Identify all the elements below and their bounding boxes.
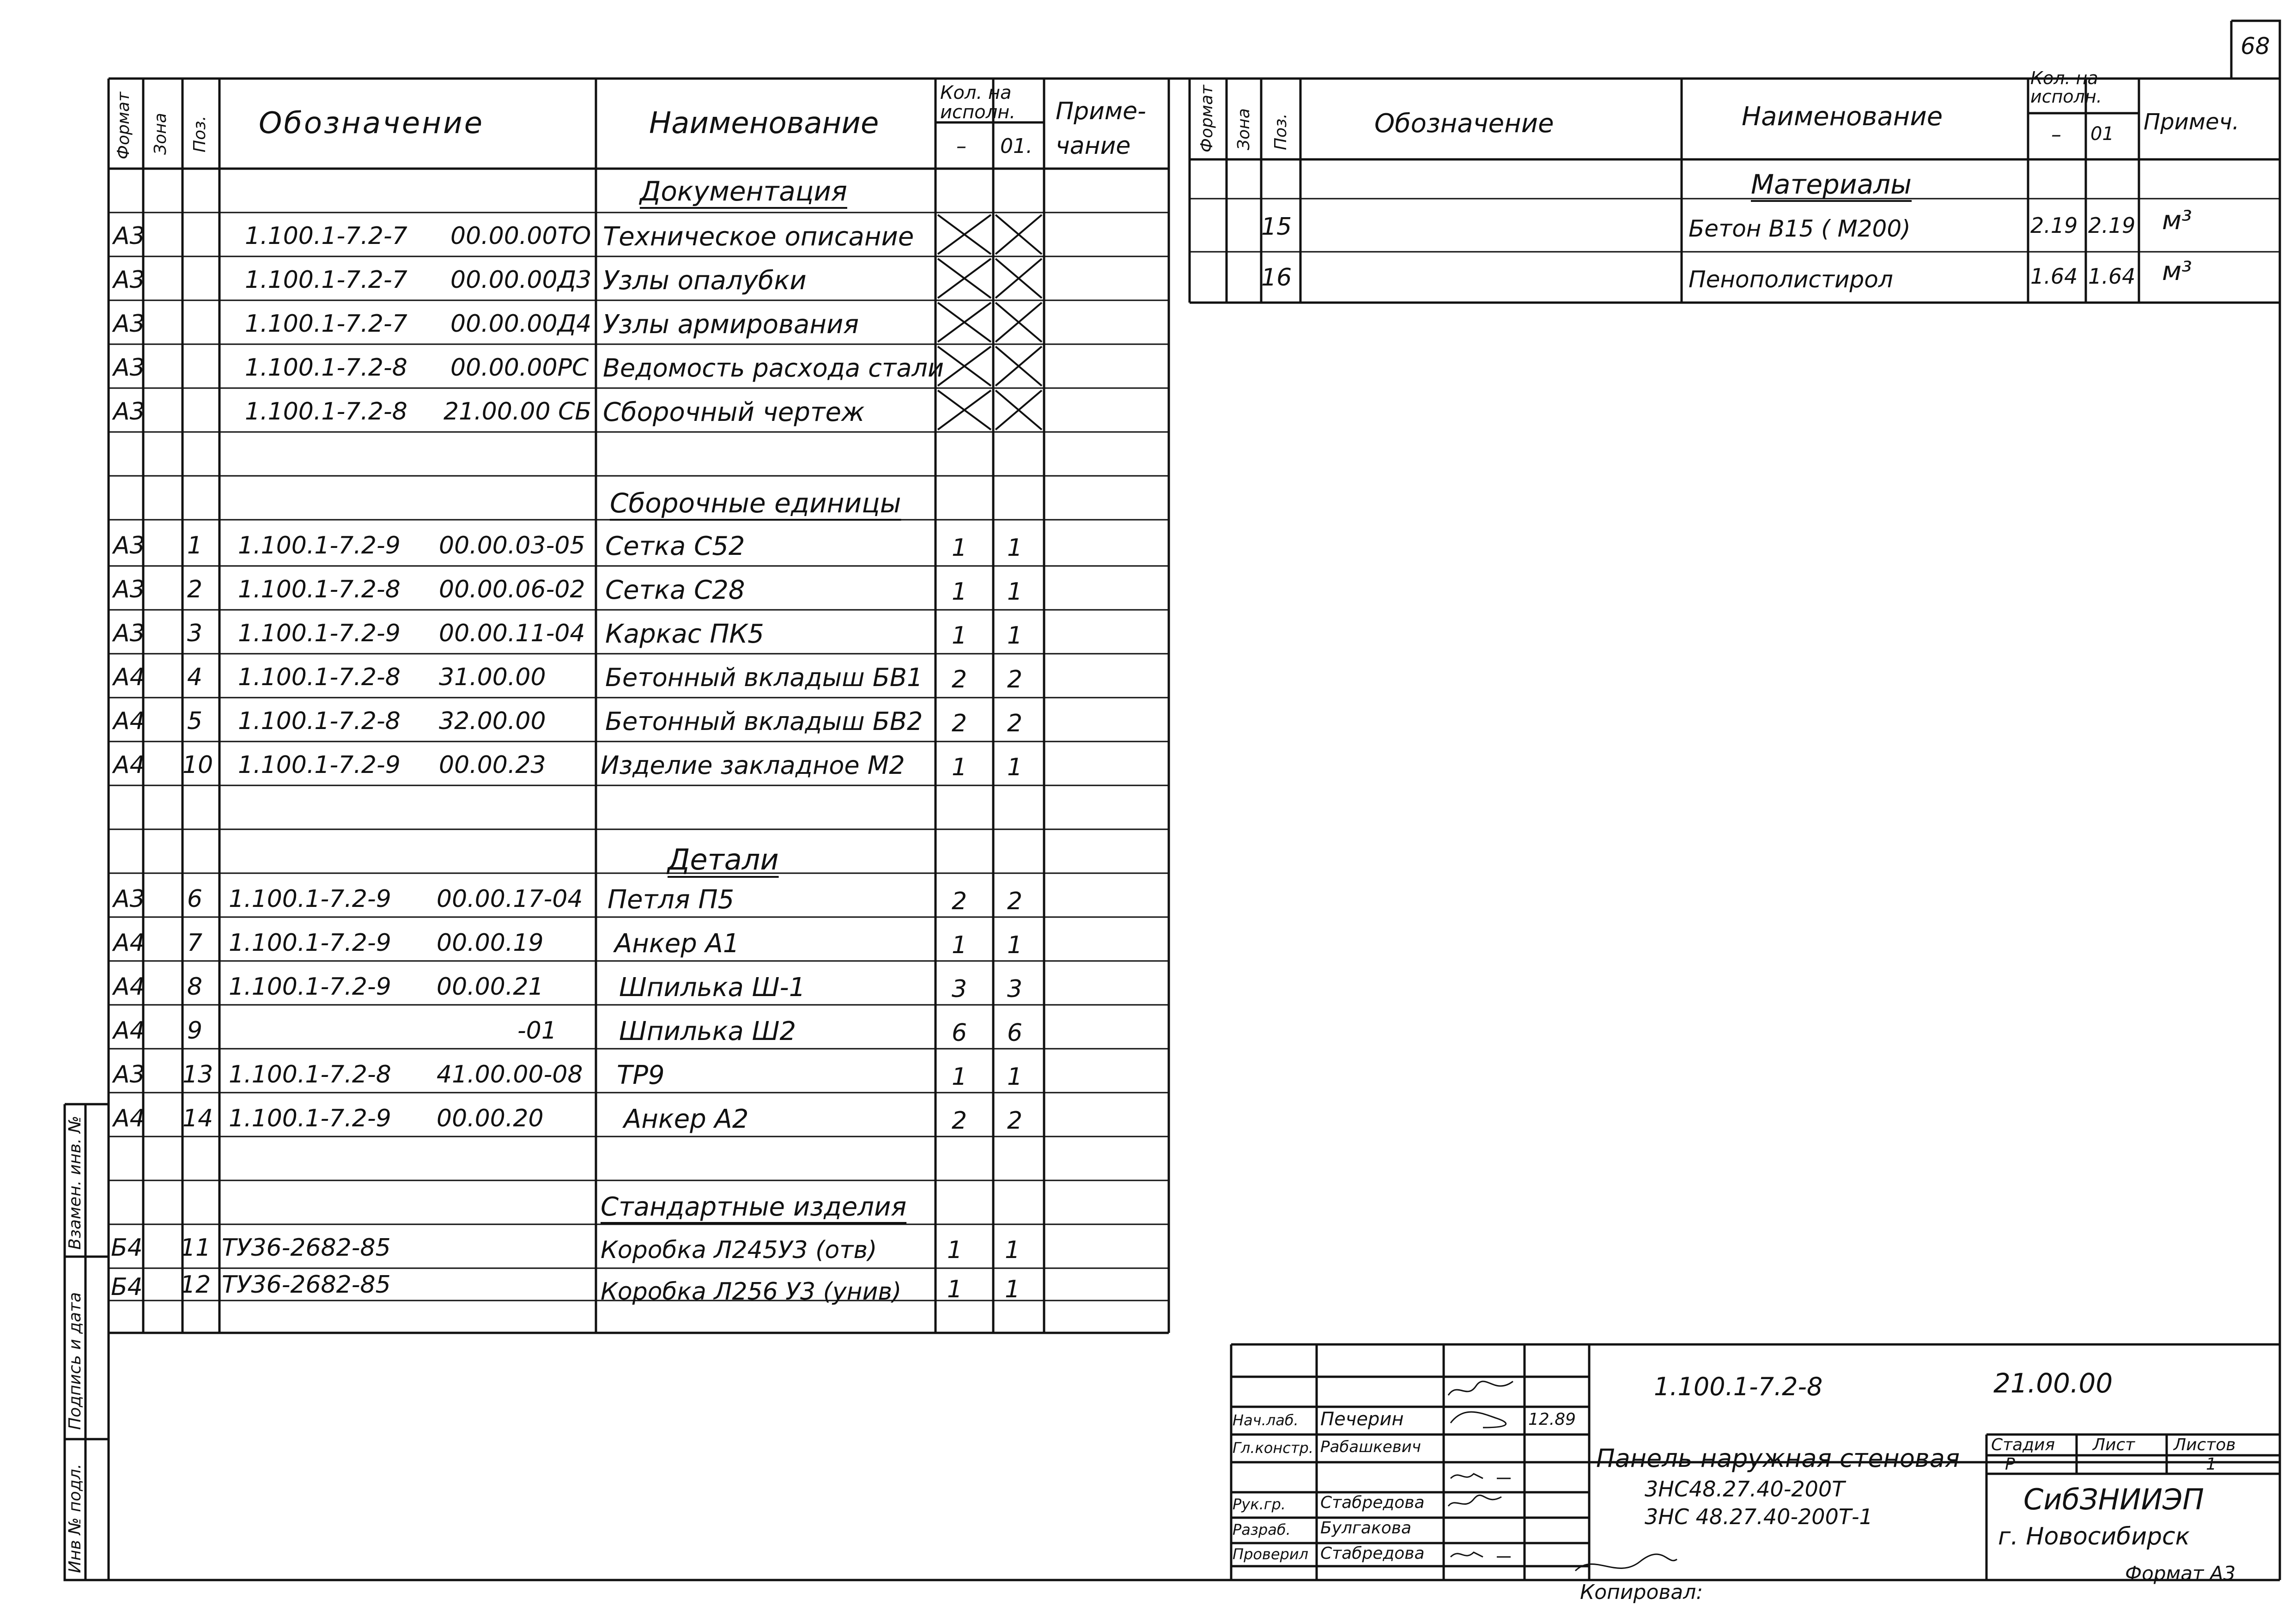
sign-date: 12.89: [1528, 1410, 1576, 1429]
cell-format: А3: [113, 620, 145, 647]
cell-q1: 1: [952, 1063, 967, 1091]
cell-format: А4: [113, 1105, 145, 1132]
header-designation: Обозначение: [259, 106, 485, 140]
cell-format: А3: [113, 310, 145, 338]
not-applicable-crosses: [938, 215, 1042, 430]
cell-designation: 1.100.1-7.2-9: [238, 532, 401, 559]
cell-name: Шпилька Ш2: [619, 1016, 796, 1046]
side-stamp-podpis: Подпись и дата: [66, 1292, 85, 1430]
cell-q2: 2: [1007, 1107, 1023, 1135]
cell-name: ТР9: [617, 1060, 665, 1090]
side-stamp-inv: Инв № подл.: [66, 1464, 85, 1573]
cell-code: 31.00.00: [439, 663, 546, 691]
cell-q2: 2: [1007, 887, 1023, 915]
sign-role: Гл.констр.: [1233, 1439, 1313, 1457]
cell-pos: 1: [187, 532, 203, 559]
cell-designation: 1.100.1-7.2-9: [229, 973, 391, 1001]
cell-designation: 1.100.1-7.2-9: [229, 885, 391, 913]
cell-q2: 1: [1005, 1276, 1020, 1303]
header-qty-col1: –: [956, 134, 966, 158]
cell-name: Анкер А1: [614, 929, 740, 959]
header-name-right: Наименование: [1742, 102, 1943, 132]
cell-designation: 1.100.1-7.2-9: [229, 929, 391, 957]
cell-format: Б4: [111, 1234, 143, 1262]
cell-format: А3: [113, 532, 145, 559]
cell-format: А3: [113, 354, 145, 382]
cell-name: Узлы армирования: [603, 310, 859, 340]
cell-name: Сетка С52: [605, 531, 745, 561]
cell-code: 41.00.00-08: [437, 1061, 583, 1088]
cell-q2: 2: [1007, 710, 1023, 737]
header-qty-title-right: Кол. на исполн.: [2030, 68, 2102, 107]
cell-name: Коробка Л245У3 (отв): [601, 1236, 877, 1264]
doc-title-2: 3НС48.27.40-200Т: [1645, 1477, 1845, 1501]
cell-code: 00.00.21: [437, 973, 544, 1001]
section-documentation: Документация: [640, 176, 847, 207]
cell-q1: 1: [952, 931, 967, 959]
section-assembly-units: Сборочные единицы: [610, 487, 901, 519]
cell-q1: 3: [952, 975, 967, 1003]
cell-designation: 1.100.1-7.2-9: [238, 751, 401, 779]
cell-name: Техническое описание: [603, 222, 914, 252]
cell-format: А3: [113, 576, 145, 603]
cell-q2: 1: [1007, 622, 1023, 650]
cell-q1: 1: [947, 1276, 963, 1303]
cell-pos: 12: [180, 1271, 211, 1299]
stage-label: Стадия: [1991, 1435, 2055, 1454]
doc-title-1: Панель наружная стеновая: [1596, 1444, 1960, 1473]
cell-q2: 3: [1007, 975, 1023, 1003]
format-label: Формат А3: [2125, 1562, 2236, 1585]
cell-unit: м³: [2162, 206, 2192, 236]
cell-unit: м³: [2162, 256, 2192, 286]
cell-q2: 1: [1007, 578, 1023, 606]
cell-name: Бетонный вкладыш БВ1: [605, 663, 923, 692]
cell-name: Каркас ПК5: [605, 619, 764, 649]
cell-pos: 6: [187, 885, 203, 913]
stage-value: Р: [2005, 1455, 2015, 1474]
cell-q1: 2: [952, 1107, 967, 1135]
cell-q2: 2: [1007, 666, 1023, 693]
cell-q1: 2: [952, 666, 967, 693]
cell-pos: 15: [1261, 213, 1292, 241]
header-note-right: Примеч.: [2144, 109, 2240, 135]
cell-pos: 4: [187, 663, 203, 691]
cell-code: 00.00.06-02: [439, 576, 585, 603]
cell-format: А3: [113, 885, 145, 913]
cell-q1: 1: [952, 578, 967, 606]
cell-format: А4: [113, 663, 145, 691]
cell-pos: 14: [182, 1105, 213, 1132]
cell-q2: 1: [1007, 1063, 1023, 1091]
header-qty-col2: 01.: [1000, 134, 1033, 158]
cell-q1: 1: [952, 754, 967, 781]
cell-name: Шпилька Ш-1: [619, 973, 806, 1003]
cell-q2: 1: [1007, 754, 1023, 781]
cell-code: -01: [517, 1017, 557, 1045]
cell-format: А4: [113, 1017, 145, 1045]
cell-q2: 2.19: [2088, 213, 2136, 238]
cell-pos: 13: [182, 1061, 213, 1088]
org-city: г. Новосибирск: [1998, 1523, 2190, 1550]
header-designation-right: Обозначение: [1374, 109, 1554, 139]
section-materials: Материалы: [1751, 169, 1912, 200]
header-format: Формат: [114, 91, 133, 159]
cell-designation: 1.100.1-7.2-7: [245, 266, 407, 294]
cell-code: 00.00.00РС: [450, 354, 589, 382]
cell-q1: 1: [947, 1236, 963, 1264]
cell-q1: 1: [952, 622, 967, 650]
sign-name: Булгакова: [1320, 1519, 1412, 1538]
sign-role: Нач.лаб.: [1233, 1411, 1299, 1429]
cell-q2: 1: [1007, 534, 1023, 562]
cell-code: 00.00.19: [437, 929, 544, 957]
header-format-right: Формат: [1197, 85, 1216, 152]
cell-name: Бетон В15 ( М200): [1689, 215, 1911, 242]
cell-q1: 2: [952, 887, 967, 915]
doc-title-3: 3НС 48.27.40-200Т-1: [1645, 1504, 1873, 1529]
cell-code: 00.00.23: [439, 751, 546, 779]
header-zone: Зона: [151, 113, 170, 155]
cell-name: Петля П5: [607, 885, 735, 915]
sign-role: Рук.гр.: [1233, 1495, 1286, 1513]
section-standard-items: Стандартные изделия: [601, 1192, 907, 1222]
cell-code: 00.00.00ТО: [450, 222, 591, 250]
sheets-value: 1: [2206, 1455, 2217, 1474]
cell-name: Ведомость расхода стали: [603, 353, 944, 383]
cell-format: А3: [113, 266, 145, 294]
cell-format: А4: [113, 707, 145, 735]
cell-q2: 1.64: [2088, 264, 2136, 289]
cell-designation: 1.100.1-7.2-8: [245, 354, 407, 382]
cell-format: А4: [113, 973, 145, 1001]
cell-code: 21.00.00 СБ: [443, 398, 592, 426]
sign-role: Проверил: [1233, 1545, 1309, 1563]
cell-code: 00.00.03-05: [439, 532, 585, 559]
cell-code: 00.00.00Д3: [450, 266, 592, 294]
sign-name: Стабредова: [1320, 1544, 1425, 1563]
cell-pos: 7: [187, 929, 203, 957]
cell-name: Пенополистирол: [1689, 266, 1893, 293]
header-name: Наименование: [649, 106, 879, 140]
cell-q1: 1.64: [2030, 264, 2078, 289]
cell-designation: 1.100.1-7.2-9: [229, 1105, 391, 1132]
header-qty-col2-right: 01: [2090, 123, 2114, 145]
sign-name: Рабашкевич: [1320, 1438, 1421, 1456]
side-stamp-vzamen: Взамен. инв. №: [66, 1115, 85, 1250]
cell-name: Бетонный вкладыш БВ2: [605, 707, 923, 736]
section-details: Детали: [668, 843, 779, 876]
cell-name: Коробка Л256 У3 (унив): [601, 1278, 902, 1306]
doc-number: 1.100.1-7.2-8: [1654, 1372, 1823, 1401]
sheets-label: Листов: [2174, 1435, 2236, 1454]
cell-format: А3: [113, 1061, 145, 1088]
cell-q1: 6: [952, 1019, 967, 1047]
cell-designation: 1.100.1-7.2-8: [238, 707, 401, 735]
cell-designation: 1.100.1-7.2-8: [238, 663, 401, 691]
cell-format: А3: [113, 398, 145, 426]
cell-q1: 2: [952, 710, 967, 737]
cell-code: 00.00.17-04: [437, 885, 583, 913]
cell-designation: 1.100.1-7.2-8: [238, 576, 401, 603]
cell-pos: 11: [180, 1234, 211, 1262]
cell-name: Сборочный чертеж: [603, 397, 865, 427]
cell-designation: ТУ36-2682-85: [222, 1234, 391, 1262]
cell-pos: 3: [187, 620, 203, 647]
cell-q2: 1: [1005, 1236, 1020, 1264]
cell-code: 00.00.00Д4: [450, 310, 592, 338]
cell-name: Изделие закладное М2: [601, 751, 905, 780]
cell-q2: 6: [1007, 1019, 1023, 1047]
cell-format: Б4: [111, 1273, 143, 1301]
cell-pos: 2: [187, 576, 203, 603]
cell-name: Анкер А2: [624, 1104, 749, 1134]
cell-format: А3: [113, 222, 145, 250]
cell-designation: 1.100.1-7.2-9: [238, 620, 401, 647]
cell-code: 00.00.11-04: [439, 620, 585, 647]
sign-name: Печерин: [1320, 1409, 1404, 1430]
cell-name: Узлы опалубки: [603, 266, 807, 296]
doc-code: 21.00.00: [1993, 1368, 2113, 1399]
header-pos-right: Поз.: [1271, 113, 1290, 150]
cell-q1: 1: [952, 534, 967, 562]
header-note-2: чание: [1056, 132, 1131, 160]
cell-format: А4: [113, 929, 145, 957]
header-qty-col1-right: –: [2051, 123, 2061, 146]
header-zone-right: Зона: [1234, 108, 1253, 150]
cell-pos: 5: [187, 707, 203, 735]
sign-role: Разраб.: [1233, 1521, 1291, 1538]
cell-pos: 16: [1261, 264, 1292, 292]
cell-designation: 1.100.1-7.2-8: [245, 398, 407, 426]
header-pos: Поз.: [190, 115, 209, 152]
cell-designation: 1.100.1-7.2-7: [245, 310, 407, 338]
sheet-label: Лист: [2093, 1435, 2135, 1454]
org-name: СибЗНИИЭП: [2023, 1483, 2204, 1516]
cell-designation: ТУ36-2682-85: [222, 1271, 391, 1299]
cell-pos: 10: [182, 751, 213, 779]
copied-by-label: Копировал:: [1580, 1580, 1703, 1604]
cell-code: 32.00.00: [439, 707, 546, 735]
cell-pos: 8: [187, 973, 203, 1001]
header-note-1: Приме-: [1056, 97, 1146, 125]
cell-q1: 2.19: [2030, 213, 2078, 238]
header-qty-title: Кол. на исполн.: [940, 82, 1016, 123]
sheet-number: 68: [2241, 33, 2270, 60]
cell-code: 00.00.20: [437, 1105, 544, 1132]
cell-pos: 9: [187, 1017, 203, 1045]
cell-designation: 1.100.1-7.2-8: [229, 1061, 391, 1088]
cell-q2: 1: [1007, 931, 1023, 959]
cell-format: А4: [113, 751, 145, 779]
sign-name: Стабредова: [1320, 1493, 1425, 1512]
cell-designation: 1.100.1-7.2-7: [245, 222, 407, 250]
cell-name: Сетка С28: [605, 575, 745, 605]
row-lines: [109, 199, 2280, 1301]
